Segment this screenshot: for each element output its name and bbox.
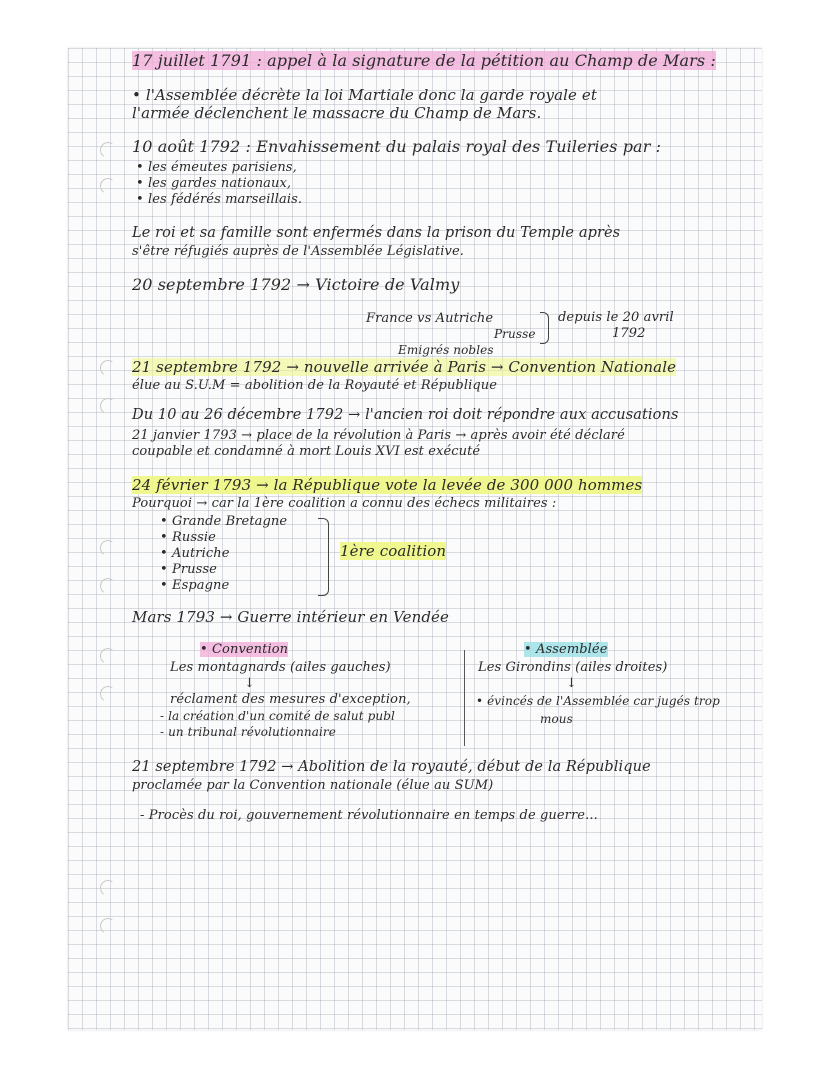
- convention-arrow: ↓: [244, 676, 255, 691]
- note-line-1: 17 juillet 1791 : appel à la signature de la pétition au Champ de Mars :: [132, 51, 716, 70]
- assemblee-item: mous: [540, 712, 573, 726]
- coalition-member: • Espagne: [160, 578, 230, 593]
- note-line-20: proclamée par la Convention nationale (élue au SUM): [132, 778, 494, 793]
- valmy-depuis: depuis le 20 avril: [558, 310, 674, 325]
- valmy-year: 1792: [612, 326, 646, 341]
- note-line-4: 10 août 1792 : Envahissement du palais royal des Tuileries par :: [132, 137, 662, 156]
- coalition-member: • Russie: [160, 530, 216, 545]
- note-line-16: 24 février 1793 → la République vote la levée de 300 000 hommes: [132, 476, 643, 494]
- column-divider: [464, 650, 465, 746]
- valmy-prusse: Prusse: [494, 327, 536, 341]
- note-line-5: • les émeutes parisiens,: [136, 160, 297, 175]
- assemblee-sub: Les Girondins (ailes droites): [478, 660, 668, 675]
- note-line-8: Le roi et sa famille sont enfermés dans la prison du Temple après: [132, 225, 621, 241]
- note-line-10: 20 septembre 1792 → Victoire de Valmy: [132, 275, 460, 294]
- convention-item: - la création d'un comité de salut publ: [160, 709, 395, 723]
- coalition-member: • Grande Bretagne: [160, 514, 288, 529]
- assemblee-arrow: ↓: [566, 676, 577, 691]
- convention-sub: Les montagnards (ailes gauches): [170, 660, 391, 675]
- note-line-14: 21 janvier 1793 → place de la révolution à Paris → après avoir été déclaré: [132, 428, 625, 443]
- note-line-6: • les gardes nationaux,: [136, 176, 292, 191]
- coalition-bracket: [318, 518, 329, 596]
- convention-item: réclament des mesures d'exception,: [170, 692, 411, 707]
- note-line-3: l'armée déclenchent le massacre du Champ de Mars.: [132, 104, 542, 122]
- note-line-15: coupable et condamné à mort Louis XVI est exécuté: [132, 444, 481, 459]
- valmy-emigres: Emigrés nobles: [398, 343, 494, 357]
- assemblee-title: • Assemblée: [524, 642, 608, 657]
- note-line-13: Du 10 au 26 décembre 1792 → l'ancien roi doit répondre aux accusations: [132, 407, 679, 423]
- note-line-7: • les fédérés marseillais.: [136, 192, 303, 207]
- coalition-member: • Prusse: [160, 562, 217, 577]
- note-line-2: • l'Assemblée décrète la loi Martiale donc la garde royale et: [132, 86, 597, 104]
- note-line-19: 21 septembre 1792 → Abolition de la royauté, début de la République: [132, 759, 651, 775]
- convention-title: • Convention: [200, 642, 289, 657]
- convention-item: - un tribunal révolutionnaire: [160, 725, 336, 739]
- coalition-member: • Autriche: [160, 546, 230, 561]
- valmy-france: France vs Autriche: [366, 311, 494, 326]
- note-line-11: 21 septembre 1792 → nouvelle arrivée à Paris → Convention Nationale: [132, 358, 677, 376]
- note-line-12: élue au S.U.M = abolition de la Royauté et République: [132, 378, 498, 393]
- assemblee-item: • évincés de l'Assemblée car jugés trop: [476, 694, 720, 708]
- coalition-label: 1ère coalition: [340, 542, 447, 560]
- valmy-bracket: [540, 312, 549, 344]
- note-line-21: - Procès du roi, gouvernement révolutionnaire en temps de guerre...: [140, 808, 598, 823]
- note-line-18: Mars 1793 → Guerre intérieur en Vendée: [132, 608, 449, 626]
- note-line-17: Pourquoi → car la 1ère coalition a connu des échecs militaires :: [132, 496, 557, 511]
- note-line-9: s'être réfugiés auprès de l'Assemblée Législative.: [132, 244, 464, 259]
